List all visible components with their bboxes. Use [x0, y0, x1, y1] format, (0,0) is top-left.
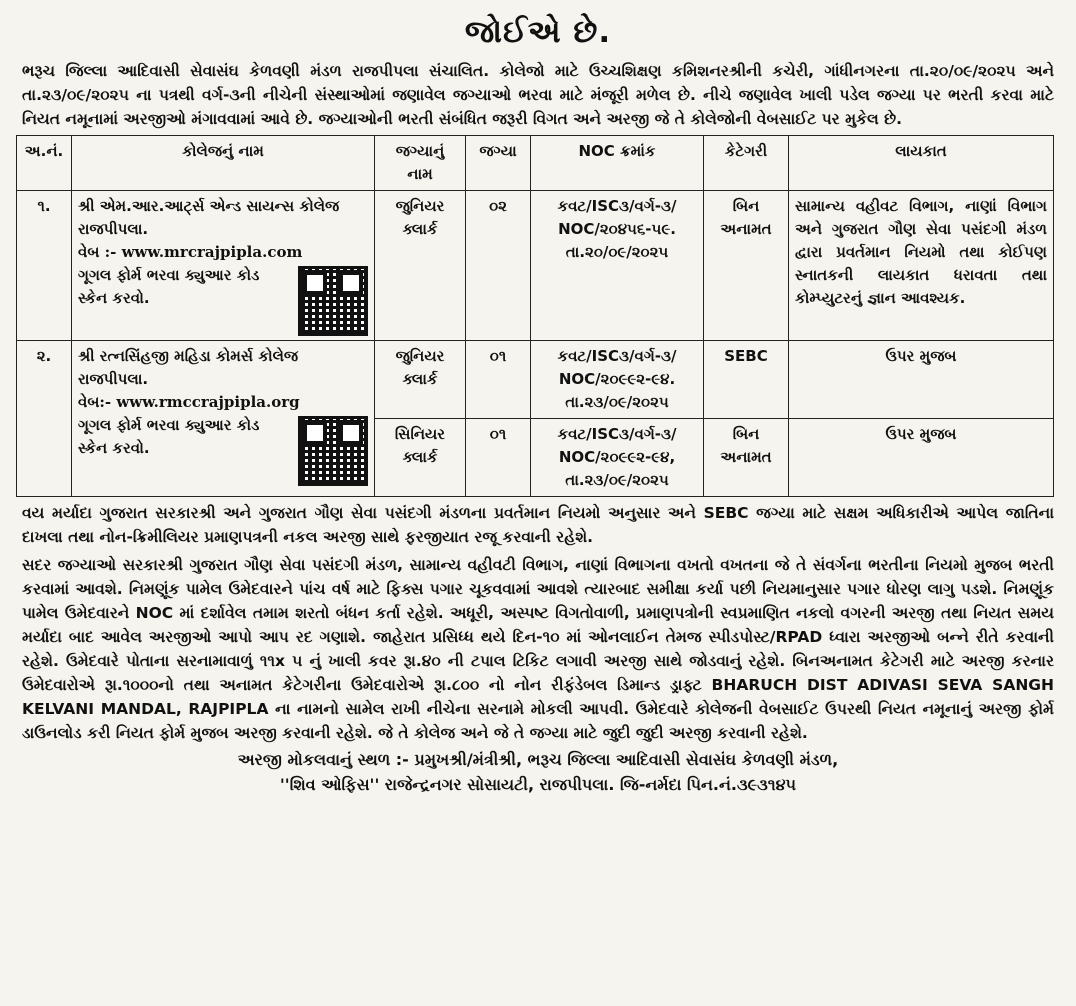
- age-limit-paragraph: વય મર્યાદા ગુજરાત સરકારશ્રી અને ગુજરાત ગૌણ સેવા પસંદગી મંડળના પ્રવર્તમાન નિયમો અનુસાર અને SEBC જગ્યા માટે સક્ષમ અધિકારીએ આપેલ જાતિના દાખલા તથા નોન-ક્રિમીલિયર પ્રમાણપત્રની નકલ અરજી સાથે ફરજીયાત રજૂ કરવાની રહેશે.: [22, 504, 1054, 546]
- address-line-1: અરજી મોકલવાનું સ્થળ :- પ્રમુખશ્રી/મંત્રીશ્રી, ભરૂચ જિલ્લા આદિવાસી સેવાસંઘ કેળવણી મંડળ,: [237, 750, 839, 769]
- serial-cell: ૧.: [17, 191, 72, 341]
- table-header-row: [17, 136, 1054, 191]
- qualification-cell: ઉપર મુજબ: [789, 341, 1054, 419]
- table-row: [17, 191, 1054, 341]
- qualification-cell: સામાન્ય વહીવટ વિભાગ, નાણાં વિભાગ અને ગુજરાત ગૌણ સેવા પસંદગી મંડળ દ્વારા પ્રવર્તમાન નિયમો તથા કોઈપણ સ્નાતકની લાયકાત ધરાવતા તથા કોમ્પ્યુટરનું જ્ઞાન આવશ્યક.: [789, 191, 1054, 341]
- college-website: વેબ :- www.mrcrajpipla.com: [78, 243, 303, 261]
- page-title: જોઈએ છે.: [464, 14, 612, 50]
- qr-instruction: ગૂગલ ફોર્મ ભરવા ક્યુઆર કોડ સ્કેન કરવો.: [78, 266, 260, 307]
- intro-paragraph: ભરૂચ જિલ્લા આદિવાસી સેવાસંઘ કેળવણી મંડળ રાજપીપલા સંચાલિત. કોલેજો માટે ઉચ્ચશિક્ષણ કમિશનરશ્રીની કચેરી, ગાંધીનગરના તા.૨૦/૦૯/૨૦૨૫ અને તા.૨૩/૦૯/૨૦૨૫ ના પત્રથી વર્ગ-૩ની નીચેની સંસ્થાઓમાં જણાવેલ જગ્યાઓ ભરવા માટે મંજૂરી મળેલ છે. નીચે જણાવેલ ખાલી પડેલ જગ્યા પર ભરતી કરવા માટે નિયત નમૂનામાં અરજીઓ મંગાવવામાં આવે છે. જગ્યાઓની ભરતી સંબંધિત જરૂરી વિગત અને અરજી જે તે કોલેજોની વેબસાઈટ પર મુકેલ છે.: [22, 62, 1054, 128]
- post-cell: જુનિયર ક્લાર્ક: [375, 341, 466, 419]
- header-qualification: લાયકાત: [789, 136, 1054, 191]
- category-cell: બિન અનામત: [704, 191, 789, 341]
- header-count: જગ્યા: [466, 136, 531, 191]
- address-block: [22, 747, 1054, 797]
- header-post: જગ્યાનું નામ: [375, 136, 466, 191]
- college-name: શ્રી એમ.આર.આર્ટ્સ એન્ડ સાયન્સ કોલેજ રાજપીપલા.: [78, 197, 340, 238]
- post-cell: સિનિયર ક્લાર્ક: [375, 419, 466, 497]
- count-cell: ૦૨: [466, 191, 531, 341]
- table-row: [17, 341, 1054, 419]
- noc-cell: કવટ/ISC૩/વર્ગ-૩/ NOC/૨૦૯૯૨-૯૪, તા.૨૩/૦૯/૨૦૨૫: [531, 419, 704, 497]
- count-cell: ૦૧: [466, 419, 531, 497]
- count-cell: ૦૧: [466, 341, 531, 419]
- header-serial: અ.નં.: [17, 136, 72, 191]
- vacancy-table: [16, 135, 1054, 497]
- category-cell: બિન અનામત: [704, 419, 789, 497]
- category-cell: SEBC: [704, 341, 789, 419]
- noc-cell: કવટ/ISC૩/વર્ગ-૩/ NOC/૨૦૯૯૨-૯૪. તા.૨૩/૦૯/૨૦૨૫: [531, 341, 704, 419]
- college-website: વેબ:- www.rmccrajpipla.org: [78, 393, 300, 411]
- header-college: કોલેજનું નામ: [72, 136, 375, 191]
- address-line-2: ''શિવ ઓફિસ'' રાજેન્દ્રનગર સોસાયટી, રાજપીપલા. જિ-નર્મદા પિન.નં.૩૯૩૧૪૫: [279, 775, 797, 794]
- terms-paragraph: સદર જગ્યાઓ સરકારશ્રી ગુજરાત ગૌણ સેવા પસંદગી મંડળ, સામાન્ય વહીવટી વિભાગ, નાણાં વિભાગના વખતો વખતના જે તે સંવર્ગના ભરતીના નિયમો મુજબ ભરતી કરવામાં આવશે. નિમણૂંક પામેલ ઉમેદવારને પાંચ વર્ષ માટે ફિક્સ પગાર ચૂકવવામાં આવશે ત્યારબાદ સમીક્ષા કર્યા પછી નિયમાનુસાર પગાર ધોરણ લાગુ પડશે. નિમણૂંક પામેલ ઉમેદવારને NOC માં દર્શાવેલ તમામ શરતો બંધન કર્તા રહેશે. અધૂરી, અસ્પષ્ટ વિગતોવાળી, પ્રમાણપત્રોની સ્વપ્રમાણિત નકલો વગરની અરજી તથા નિયત સમય મર્યાદા બાદ આવેલ અરજીઓ આપો આપ રદ ગણાશે. જાહેરાત પ્રસિધ્ધ થયે દિન-૧૦ માં ઓનલાઈન તેમજ સ્પીડપોસ્ટ/RPAD ધ્વારા અરજીઓ બન્ને રીતે કરવાની રહેશે. ઉમેદવારે પોતાના સરનામાવાળું ૧૧x ૫ નું ખાલી કવર રૂા.૪૦ ની ટપાલ ટિકિટ લગાવી અરજી સાથે જોડવાનું રહેશે. બિનઅનામત કેટેગરી માટે અરજી કરનાર ઉમેદવારોએ રૂા.૧૦૦૦નો તથા અનામત કેટેગરીના ઉમેદવારોએ રૂા.૮૦૦ નો નોન રીફંડેબલ ડિમાન્ડ ડ્રાફ્ટ BHARUCH DIST ADIVASI SEVA SANGH KELVANI MANDAL, RAJPIPLA ના નામનો સામેલ રાખી નીચેના સરનામે મોકલી આપવી. ઉમેદવારે કોલેજની વેબસાઈટ ઉપરથી નિયત નમૂનાનું અરજી ફોર્મ ડાઉનલોડ કરી નિયત ફોર્મ મુજબ અરજી કરવાની રહેશે. જે તે કોલેજ અને જે તે જગ્યા માટે જુદી જુદી અરજી કરવાની રહેશે.: [22, 556, 1054, 742]
- college-name: શ્રી રત્નસિંહજી મહિડા કોમર્સ કોલેજ રાજપીપલા.: [78, 347, 299, 388]
- header-noc: NOC ક્રમાંક: [531, 136, 704, 191]
- qr-code-icon[interactable]: [298, 416, 368, 486]
- qr-code-icon[interactable]: [298, 266, 368, 336]
- header-category: કેટેગરી: [704, 136, 789, 191]
- college-cell: [72, 191, 375, 341]
- post-cell: જુનિયર ક્લાર્ક: [375, 191, 466, 341]
- qr-instruction: ગૂગલ ફોર્મ ભરવા ક્યુઆર કોડ સ્કેન કરવો.: [78, 416, 260, 457]
- serial-cell: ૨.: [17, 341, 72, 497]
- college-cell: [72, 341, 375, 497]
- noc-cell: કવટ/ISC૩/વર્ગ-૩/ NOC/૨૦૪૫૬-૫૯. તા.૨૦/૦૯/૨૦૨૫: [531, 191, 704, 341]
- qualification-cell: ઉપર મુજબ: [789, 419, 1054, 497]
